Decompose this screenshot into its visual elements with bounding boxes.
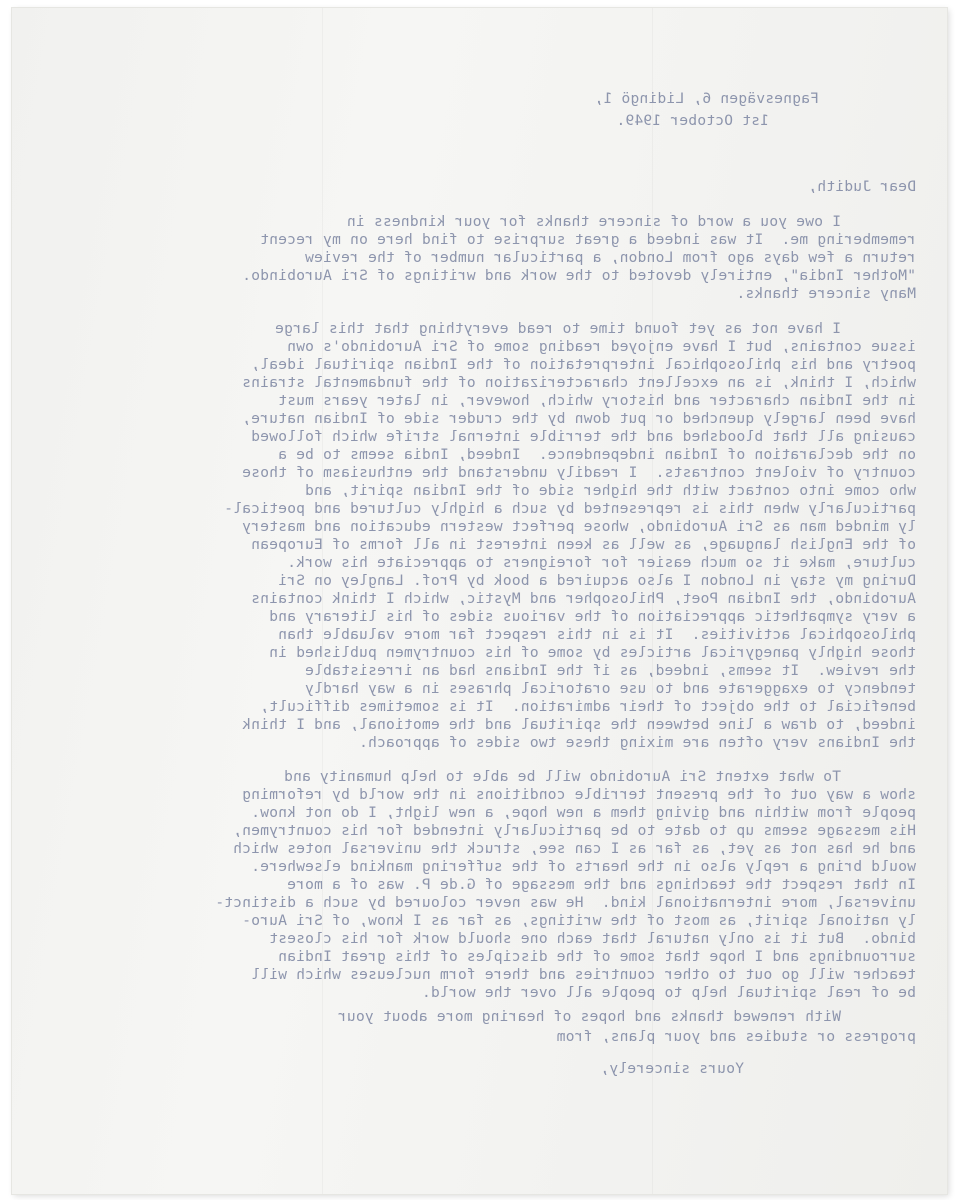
paragraph-2-line: philosophical activities. It is in this respect far more valuable than xyxy=(277,626,916,643)
paragraph-3-line: To what extent Sri Aurobindo will be able to help humanity and xyxy=(283,768,841,785)
paragraph-2-line: During my stay in London I also acquired a book by Prof. Langley on Sri xyxy=(277,572,916,589)
paragraph-2-line: poetry and his philosophical interpretation of the Indian spiritual ideal, xyxy=(251,356,916,373)
paragraph-3-line: surroundings and I hope that some of the disciples of this great Indian xyxy=(277,948,916,965)
paragraph-2-line: particularly when this is represented by such a highly cultured and poetical- xyxy=(224,500,916,517)
closing-paragraph-line: With renewed thanks and hopes of hearing more about your xyxy=(337,1008,841,1025)
paragraph-2-line: culture, make it so much easier for foreigners to appreciate his work. xyxy=(286,554,916,571)
paragraph-3-line: be of real spiritual help to people all over the world. xyxy=(421,984,916,1001)
salutation: Dear Judith, xyxy=(808,178,916,195)
paragraph-2-line: ly minded man as Sri Aurobindo, whose perfect western education and mastery xyxy=(242,518,916,535)
paragraph-1-line: "Mother India", entirely devoted to the work and writings of Sri Aurobindo. xyxy=(242,267,916,284)
paragraph-2-line: on the declaration of Indian independence. Indeed, India seems to be a xyxy=(277,446,916,463)
paragraph-3-line: His message seems up to date to be particularly intended for his countrymen, xyxy=(233,822,916,839)
paragraph-2-line: tendency to exaggerate and to use oratorical phrases in a way hardly xyxy=(304,680,916,697)
paragraph-1-line: Many sincere thanks. xyxy=(736,285,916,302)
paragraph-2-line: issue contains, but I have enjoyed reading some of Sri Aurobindo's own xyxy=(286,338,916,355)
letter-date: 1st October 1949. xyxy=(616,112,769,129)
paragraph-3-line: In that respect the teachings and the message of G.de P. was of a more xyxy=(286,876,916,893)
paragraph-2-line: Aurobindo, the Indian Poet, Philosopher and Mystic, which I think contains xyxy=(251,590,916,607)
paragraph-1-line: return a few days ago from London, a particular number of the review xyxy=(304,249,916,266)
paragraph-2-line: beneficial to the object of their admiration. It is sometimes difficult, xyxy=(260,698,916,715)
paragraph-2-line: a very sympathetic appreciation of the various sides of his literary and xyxy=(268,608,916,625)
paragraph-1-line: I owe you a word of sincere thanks for your kindness in xyxy=(346,213,841,230)
paragraph-2-line: those highly panegyrical articles by some of his countrymen published in xyxy=(268,644,916,661)
paragraph-3-line: universal, more international kind. He was never coloured by such a distinct- xyxy=(215,894,916,911)
closing-paragraph-line: progress or studies and your plans, from xyxy=(556,1028,916,1045)
paragraph-2-line: who come into contact with the higher side of the Indian spirit, and xyxy=(304,482,916,499)
paragraph-3-line: and he has not as yet, as far as I can see, struck the universal notes which xyxy=(233,840,916,857)
paragraph-2-line: which, I think, is an excellent characterization of the fundamental strains xyxy=(242,374,916,391)
paragraph-2-line: indeed, to draw a line between the spiritual and the emotional, and I think xyxy=(242,716,916,733)
paragraph-1-line: remembering me. It was indeed a great surprise to find here on my recent xyxy=(260,231,916,248)
paragraph-2-line: of the English language, as well as keen interest in all forms of European xyxy=(251,536,916,553)
paragraph-2-line: the Indians very often are mixing these two sides of approach. xyxy=(358,734,916,751)
paragraph-3-line: teacher will go out to other countries and there form nucleuses which will xyxy=(251,966,916,983)
sender-address-line-1: Fagnesvägen 6, Lidingö 1, xyxy=(594,90,819,107)
paragraph-2-line: the review. It seems, indeed, as if the Indians had an irresistable xyxy=(304,662,916,679)
paragraph-2-line: causing all that bloodshed and the terrible internal strife which followed xyxy=(251,428,916,445)
paragraph-2-line: have been largely quenched or put down by the cruder side of Indian nature, xyxy=(242,410,916,427)
signoff: Yours sincerely, xyxy=(600,1060,744,1077)
paragraph-3-line: show a way out of the present terrible conditions in the world by reforming xyxy=(242,786,916,803)
paragraph-3-line: ly national spirit, as most of the writings, as far as I know, of Sri Auro- xyxy=(242,912,916,929)
paragraph-3-line: people from within and giving them a new hope, a new light, I do not know. xyxy=(251,804,916,821)
paragraph-2-line: in the Indian character and history which, however, in later years must xyxy=(277,392,916,409)
paragraph-3-line: would bring a reply also in the hearts of the suffering mankind elsewhere. xyxy=(251,858,916,875)
paragraph-3-line: bindo. But it is only natural that each one should work for his closest xyxy=(268,930,916,947)
paragraph-2-line: I have not as yet found time to read everything that this large xyxy=(274,320,841,337)
paragraph-2-line: country of violent contrasts. I readily understand the enthusiasm of those xyxy=(242,464,916,481)
